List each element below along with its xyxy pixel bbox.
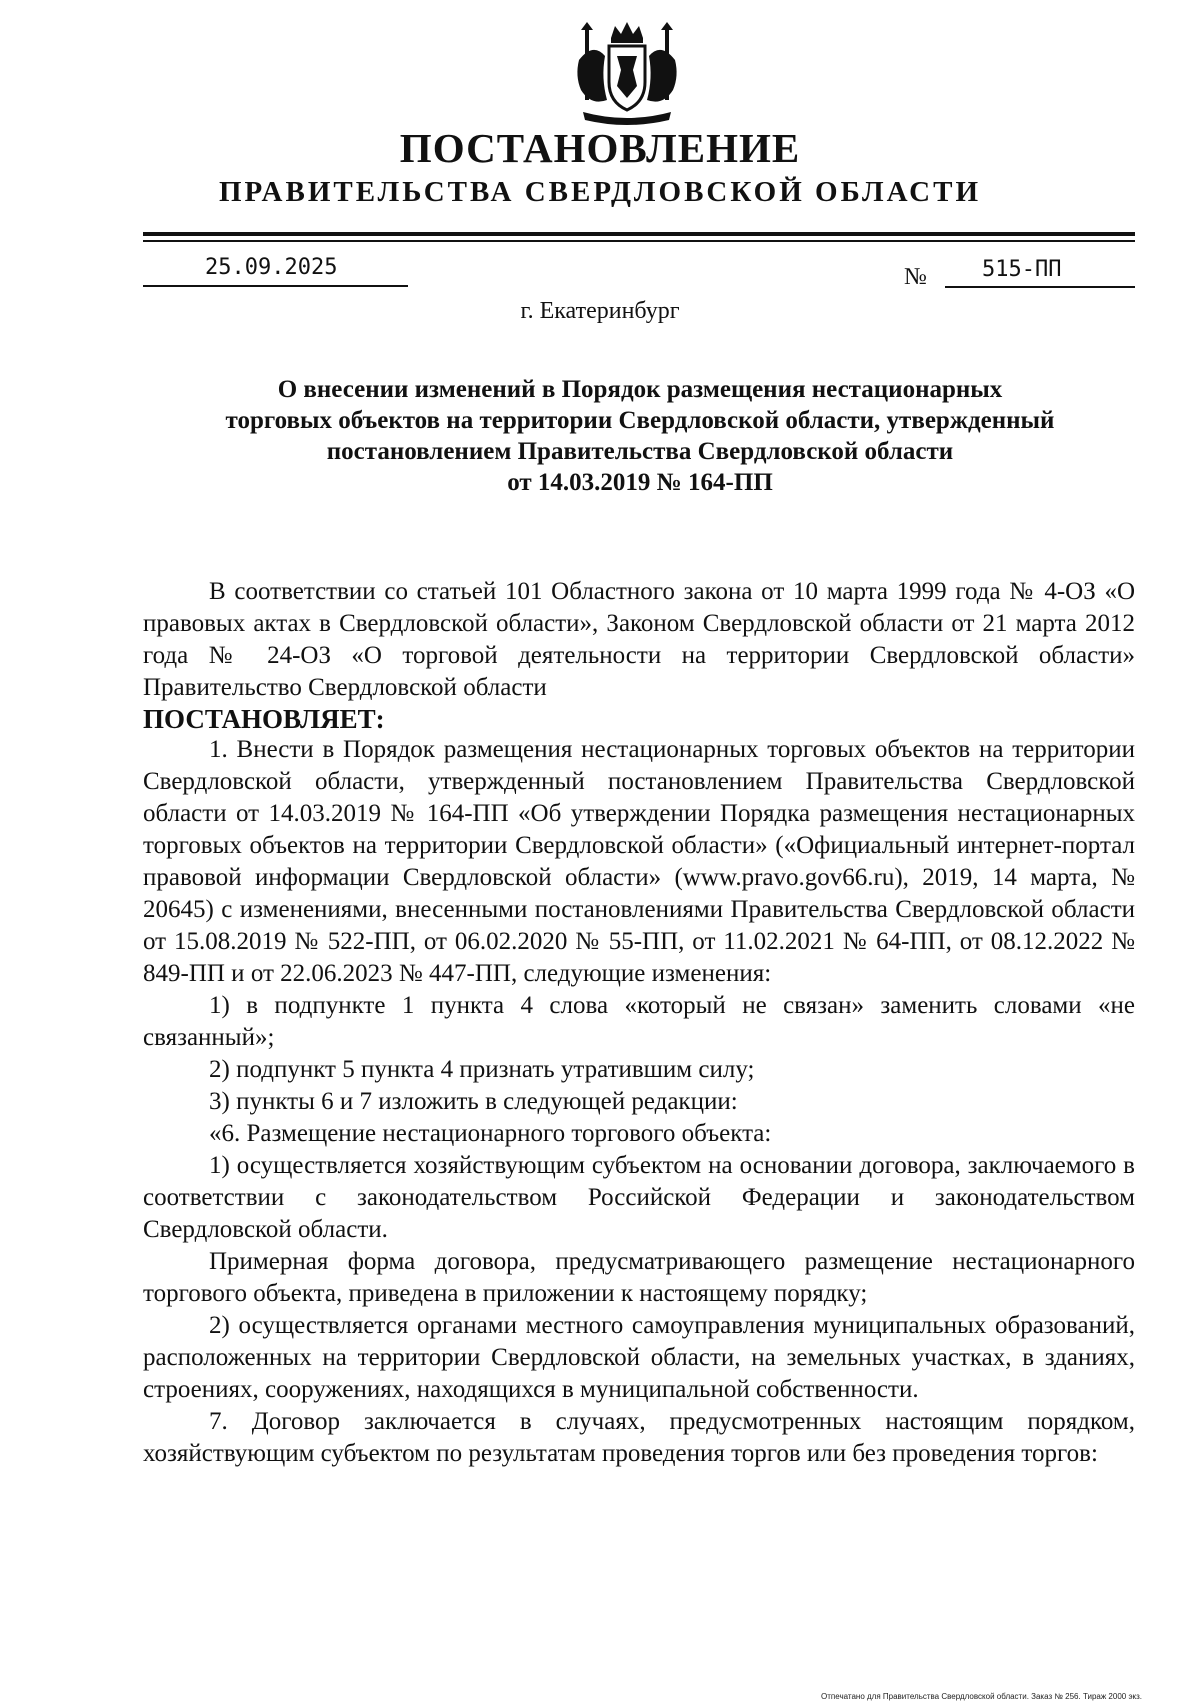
body-paragraph: 3) пункты 6 и 7 изложить в следующей редакции:	[209, 1088, 738, 1115]
document-title	[150, 374, 1130, 498]
body-paragraph: Примерная форма договора, предусматривающего размещение нестационарного торгового объекта, приведена в приложении к настоящему порядку;	[143, 1248, 1135, 1307]
number-label: №	[904, 264, 927, 290]
header-divider	[143, 232, 1135, 236]
header-divider-thin	[143, 240, 1135, 242]
body-paragraph: 1) в подпункте 1 пункта 4 слова «который не связан» заменить словами «не связанный»;	[143, 992, 1135, 1051]
body-paragraph: 1. Внести в Порядок размещения нестационарных торговых объектов на территории Свердловской области, утвержденный постановлением Правительства Свердловской области от 14.03.2019 № 164-ПП «Об утверждении Порядка размещения нестационарных торговых объектов на территории Свердловской области» («Официальный интернет-портал правовой информации Свердловской области» (www.pravo.gov66.ru), 2019, 14 марта, № 20645) с изменениями, внесенными постановлениями Правительства Свердловской области от 15.08.2019 № 522-ПП, от 06.02.2020 № 55-ПП, от 11.02.2021 № 64-ПП, от 08.12.2022 № 849-ПП и от 22.06.2023 № 447-ПП, следующие изменения:	[143, 736, 1135, 987]
coat-of-arms-icon	[571, 20, 683, 128]
body-paragraph: 7. Договор заключается в случаях, предусмотренных настоящим порядком, хозяйствующим субъектом по результатам проведения торгов или без проведения торгов:	[143, 1408, 1135, 1467]
city: г. Екатеринбург	[520, 298, 680, 324]
document-type-title: ПОСТАНОВЛЕНИЕ	[399, 125, 801, 171]
document-title-line: О внесении изменений в Порядок размещения нестационарных	[277, 376, 1003, 403]
body-paragraph: 2) подпункт 5 пункта 4 признать утратившим силу;	[209, 1056, 755, 1083]
document-date: 25.09.2025	[205, 255, 338, 280]
resolves-heading: ПОСТАНОВЛЯЕТ:	[143, 704, 385, 734]
document-title-line: от 14.03.2019 № 164-ПП	[507, 469, 773, 496]
document-title-line: постановлением Правительства Свердловской области	[326, 438, 954, 465]
number-underline	[945, 286, 1135, 288]
print-footer: Отпечатано для Правительства Свердловской области. Заказ № 256. Тираж 2000 экз.	[821, 1692, 1142, 1701]
issuing-authority: ПРАВИТЕЛЬСТВА СВЕРДЛОВСКОЙ ОБЛАСТИ	[218, 176, 982, 208]
body-paragraph: «6. Размещение нестационарного торгового объекта:	[209, 1120, 772, 1147]
date-underline	[143, 285, 408, 287]
body-paragraph: 2) осуществляется органами местного самоуправления муниципальных образований, расположенных на территории Свердловской области, на земельных участках, в зданиях, строениях, сооружениях, находящихся в муниципальной собственности.	[143, 1312, 1135, 1403]
document-title-line: торговых объектов на территории Свердловской области, утвержденный	[225, 407, 1055, 434]
document-number: 515-ПП	[982, 257, 1062, 282]
body-paragraph: 1) осуществляется хозяйствующим субъектом на основании договора, заключаемого в соответствии с законодательством Российской Федерации и законодательством Свердловской области.	[143, 1152, 1135, 1243]
document-body	[143, 576, 1135, 1470]
preamble-paragraph: В соответствии со статьей 101 Областного закона от 10 марта 1999 года № 4-ОЗ «О правовых актах в Свердловской области», Законом Свердловской области от 21 марта 2012 года № 24-ОЗ «О торговой деятельности на территории Свердловской области» Правительство Свердловской области	[143, 578, 1135, 701]
